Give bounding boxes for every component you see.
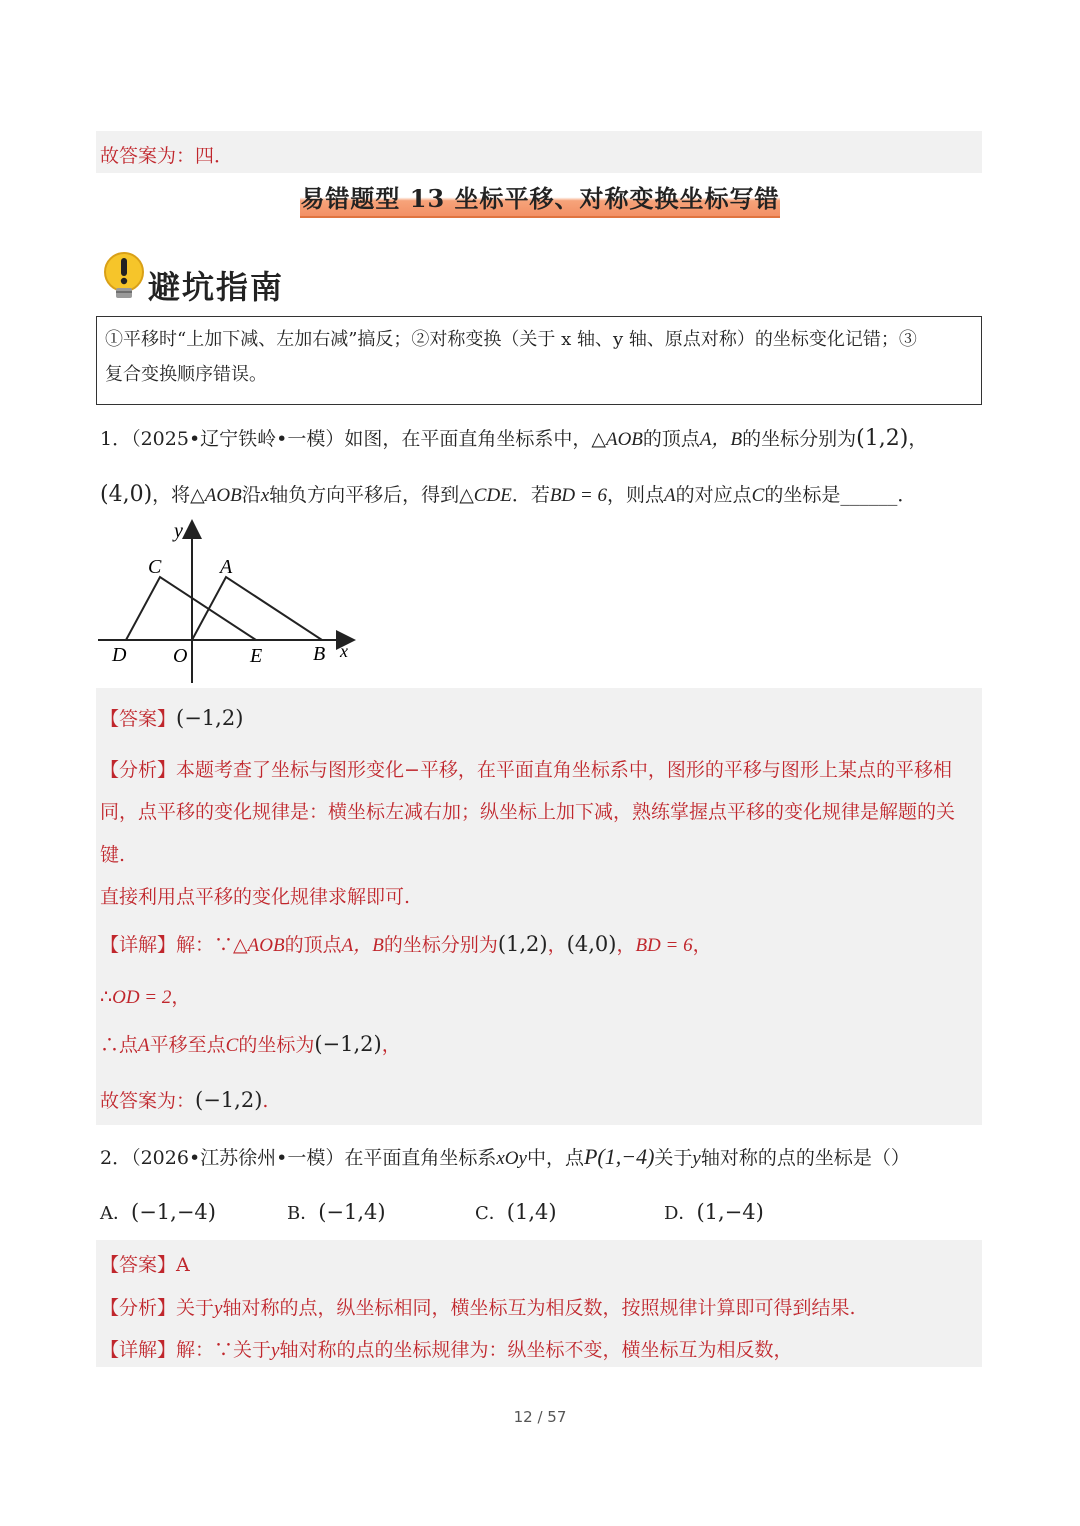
triangle-aob bbox=[192, 577, 322, 640]
label-d: D bbox=[112, 644, 127, 666]
q1-analysis-1: 【分析】本题考查了坐标与图形变化−平移，在平面直角坐标系中，图形的平移与图形上某点的平移相 bbox=[100, 759, 952, 781]
label-a: A bbox=[220, 556, 233, 578]
label-y: y bbox=[174, 520, 183, 542]
guide-title: 避坑指南 bbox=[148, 268, 285, 306]
q1-final: 故答案为：(−1,2). bbox=[100, 1088, 269, 1112]
choice-a[interactable]: A．(−1,−4) bbox=[100, 1200, 216, 1224]
label-b: B bbox=[313, 643, 326, 665]
choice-b[interactable]: B．(−1,4) bbox=[287, 1200, 386, 1224]
q1-line-2: (4,0)，将△AOB沿x轴负方向平移后，得到△CDE．若BD = 6，则点A的对应点C的坐标是______． bbox=[100, 482, 917, 507]
lightbulb-icon bbox=[100, 250, 150, 304]
q2-answer: 【答案】A bbox=[100, 1254, 190, 1276]
page-number: 12 / 57 bbox=[513, 1408, 567, 1426]
q1-analysis-4: 直接利用点平移的变化规律求解即可. bbox=[100, 886, 411, 908]
q1-detail-2: ∴OD = 2， bbox=[100, 986, 191, 1008]
label-c: C bbox=[148, 556, 162, 578]
coordinate-figure bbox=[90, 515, 370, 690]
top-answer-text: 故答案为：四． bbox=[100, 145, 234, 167]
q1-analysis-3: 键. bbox=[100, 844, 126, 866]
q1-analysis-2: 同，点平移的变化规律是：横坐标左减右加；纵坐标上加下减，熟练掌握点平移的变化规律是解题的关 bbox=[100, 801, 956, 823]
choice-c[interactable]: C．(1,4) bbox=[475, 1200, 557, 1224]
choice-d[interactable]: D．(1,−4) bbox=[664, 1200, 764, 1224]
q1-line-1: 1．（2025•辽宁铁岭•一模）如图，在平面直角坐标系中，△AOB的顶点A，B的坐标分别为(1,2)， bbox=[100, 426, 928, 451]
q2-detail: 【详解】解：∵关于y轴对称的点的坐标规律为：纵坐标不变，横坐标互为相反数， bbox=[100, 1339, 793, 1361]
guide-line-1: ①平移时“上加下减、左加右减”搞反；②对称变换（关于 x 轴、y 轴、原点对称）的坐标变化记错；③ bbox=[105, 329, 917, 350]
q2-analysis: 【分析】关于y轴对称的点，纵坐标相同，横坐标互为相反数，按照规律计算即可得到结果. bbox=[100, 1297, 856, 1319]
q1-detail-1: 【详解】解：∵△AOB的顶点A，B的坐标分别为(1,2)，(4,0)，BD = 6， bbox=[100, 932, 712, 956]
label-x: x bbox=[340, 641, 348, 661]
section-title: 易错题型 13 坐标平移、对称变换坐标写错 bbox=[300, 182, 780, 218]
q2-stem: 2．（2026•江苏徐州•一模）在平面直角坐标系xOy中，点P(1,−4)关于y轴对称的点的坐标是（） bbox=[100, 1144, 910, 1169]
label-o: O bbox=[173, 645, 188, 667]
q1-answer: 【答案】(−1,2) bbox=[100, 706, 244, 730]
guide-box bbox=[96, 316, 982, 405]
q1-detail-3: ∴点A平移至点C的坐标为(−1,2)， bbox=[100, 1032, 401, 1056]
label-e: E bbox=[250, 645, 263, 667]
guide-line-2: 复合变换顺序错误。 bbox=[105, 364, 267, 385]
